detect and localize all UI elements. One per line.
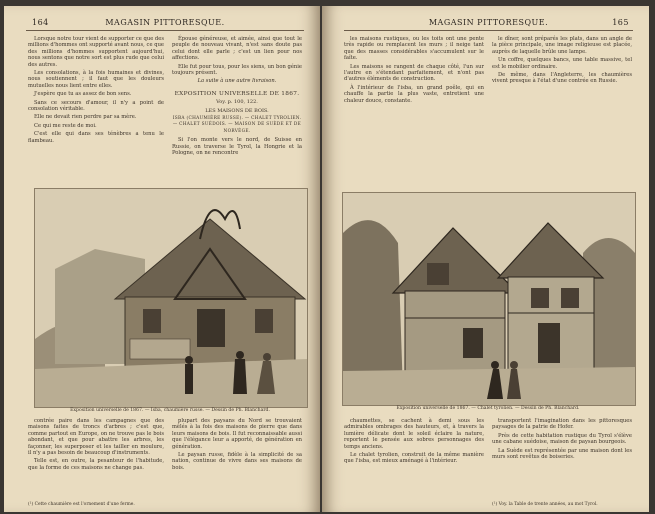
article-subheading: Voy. p. 100, 122. bbox=[216, 99, 258, 106]
bottom-column-1 bbox=[344, 418, 484, 467]
footnote: (¹) Voy. la Table de trente années, au mot Tyrol. bbox=[492, 502, 598, 507]
text-column-2 bbox=[492, 36, 632, 87]
paragraph: chaumettes, se cachent à demi sous les admirables ombrages des hauteurs, et, à travers la lumière délicate dont le soleil éclaire la nature, reportent le pensée aux sobres personnages des temps anciens. bbox=[344, 418, 484, 450]
paragraph: Les maisons se rangent de chaque côté, l'un sur l'autre en s'étendant parfaitement, et n'ont pas d'autres éléments de construction. bbox=[344, 63, 484, 83]
paragraph: Un coffre, quelques bancs, une table massive, tel est le mobilier ordinaire. bbox=[492, 57, 632, 70]
running-title: MAGASIN PITTORESQUE. bbox=[105, 18, 225, 27]
paragraph: La Suède est représentée par une maison dont les murs sont revêtus de boiseries. bbox=[492, 447, 632, 461]
footnote: (¹) Cette chaumière est l'ornement d'une ferme. bbox=[28, 502, 135, 507]
right-page bbox=[322, 6, 649, 512]
bottom-column-2 bbox=[172, 418, 302, 473]
paragraph: transportent l'imagination dans les pittoresques paysages de la patrie de Hofer. bbox=[492, 418, 632, 431]
page-header bbox=[26, 18, 304, 30]
paragraph: plupart des paysans du Nord se trouvaient mêlés à la fois des maisons de pierre que dans leurs maisons de bois. Il fut reconnaissable aussi que l'élégance leur a apporté, de génération en génération. bbox=[172, 418, 302, 450]
paragraph: Elle ne devait rien perdre par sa mère. bbox=[34, 114, 137, 121]
paragraph: Ce qui me reste de moi. bbox=[34, 122, 97, 129]
left-page bbox=[4, 6, 320, 512]
section-detail: ISBA (CHAUMIÈRE RUSSE). — CHALET TYROLIEN. — CHALET SUÉDOIS. — MAISON DE SUÈDE ET DE NORVÈGE. bbox=[172, 116, 302, 134]
paragraph: Épouse généreuse, et aimée, ainsi que tout le peuple de nouveau vivant, n'est sans doute pas celui dont elle parle ; c'est un lien pour nos affections. bbox=[172, 36, 302, 62]
engraving-caption: Exposition universelle de 1867. — Chalet tyrolien. — Dessin de Ph. Blanchard. bbox=[396, 406, 580, 411]
paragraph: Sans ce secours d'amour, il n'y a point de consolation véritable. bbox=[28, 99, 164, 113]
chalet-illustration bbox=[343, 193, 635, 405]
paragraph: C'est elle qui dans ses ténèbres a tenu le flambeau. bbox=[28, 131, 164, 144]
isba-illustration bbox=[35, 189, 307, 407]
text-column-1 bbox=[344, 36, 484, 106]
engraving-caption: Exposition universelle de 1867. — Isba, chaumière russe. — Dessin de Ph. Blanchard. bbox=[70, 408, 270, 413]
continuation-note: La suite à une autre livraison. bbox=[197, 78, 277, 85]
header-rule bbox=[344, 30, 633, 31]
paragraph: Telle est, en outre, la pesanteur de l'habitude, que la forme de ces maisons ne change pas. bbox=[28, 458, 164, 471]
paragraph: Le paysan russe, fidèle à la simplicité de sa nation, continue de vivre dans ses maisons de bois. bbox=[172, 452, 302, 471]
text-column-1 bbox=[28, 36, 164, 146]
paragraph: À l'intérieur de l'isba, un grand poêle, qui en chauffe la partie la plus vaste, entretient une chaleur douce, constante. bbox=[344, 84, 484, 104]
paragraph: le dîner, sont préparés les plats, dans un angle de la pièce principale, une image religieuse est placée, auprès de laquelle brûle une lampe. bbox=[492, 36, 632, 55]
page-number: 165 bbox=[612, 18, 629, 27]
paragraph: Le chalet tyrolien, construit de la même manière que l'isba, est mieux aménagé à l'intérieur. bbox=[344, 452, 484, 465]
article-lead: Si l'on monte vers le nord, de Suisse en Russie, on traverse le Tyrol, la Hongrie et la Pologne, on ne rencontre bbox=[172, 137, 302, 157]
article-heading: EXPOSITION UNIVERSELLE DE 1867. bbox=[174, 90, 300, 97]
bottom-column-2 bbox=[492, 418, 632, 462]
section-title: LES MAISONS DE BOIS. bbox=[205, 107, 269, 114]
paragraph: contrée paire dans les campagnes que des maisons faites de troncs d'arbres ; c'est que, comme partout en Europe, on ne trouve pas le bois abondant, et que pour abattre les arbres, les façonner, les superposer et les tailler en moulure, il n'y a pas besoin de beaucoup d'instruments. bbox=[28, 418, 164, 457]
header-rule bbox=[26, 30, 304, 31]
paragraph: Près de cette habitation rustique du Tyrol s'élève une cabane suédoise, maison de paysan bourgeois. bbox=[492, 432, 632, 446]
paragraph: Lorsque notre tour vient de supporter ce que des millions d'hommes ont supporté avant nous, ce que des millions d'hommes supportent aujourd'hui, nous sentons que notre sort est plus rude que celui des autres. bbox=[28, 36, 164, 68]
paragraph: Les consolations, à la fois humaines et divines, nous soutiennent ; il faut que les douleurs mutuelles nous lient entre elles. bbox=[28, 70, 164, 89]
running-title: MAGASIN PITTORESQUE. bbox=[428, 18, 549, 27]
paragraph: De même, dans l'Angleterre, les chaumières vivent presque à l'état d'une contrée en Russie. bbox=[492, 72, 632, 85]
text-column-2 bbox=[172, 36, 302, 159]
bottom-column-1 bbox=[28, 418, 164, 473]
chalet-engraving bbox=[342, 192, 636, 406]
isba-engraving bbox=[34, 188, 308, 408]
page-header bbox=[344, 18, 633, 30]
page-number: 164 bbox=[32, 18, 49, 27]
paragraph: Elle fut pour tous, pour les siens, un bon génie toujours présent. bbox=[172, 63, 302, 77]
paragraph: les maisons rustiques, ou les toits ont une pente très rapide ou remplacent les murs ; il neige tant que des masses considérables s'accumulent sur le faîte. bbox=[344, 36, 484, 62]
paragraph: J'espère que tu as assez de bon sens. bbox=[34, 91, 132, 98]
